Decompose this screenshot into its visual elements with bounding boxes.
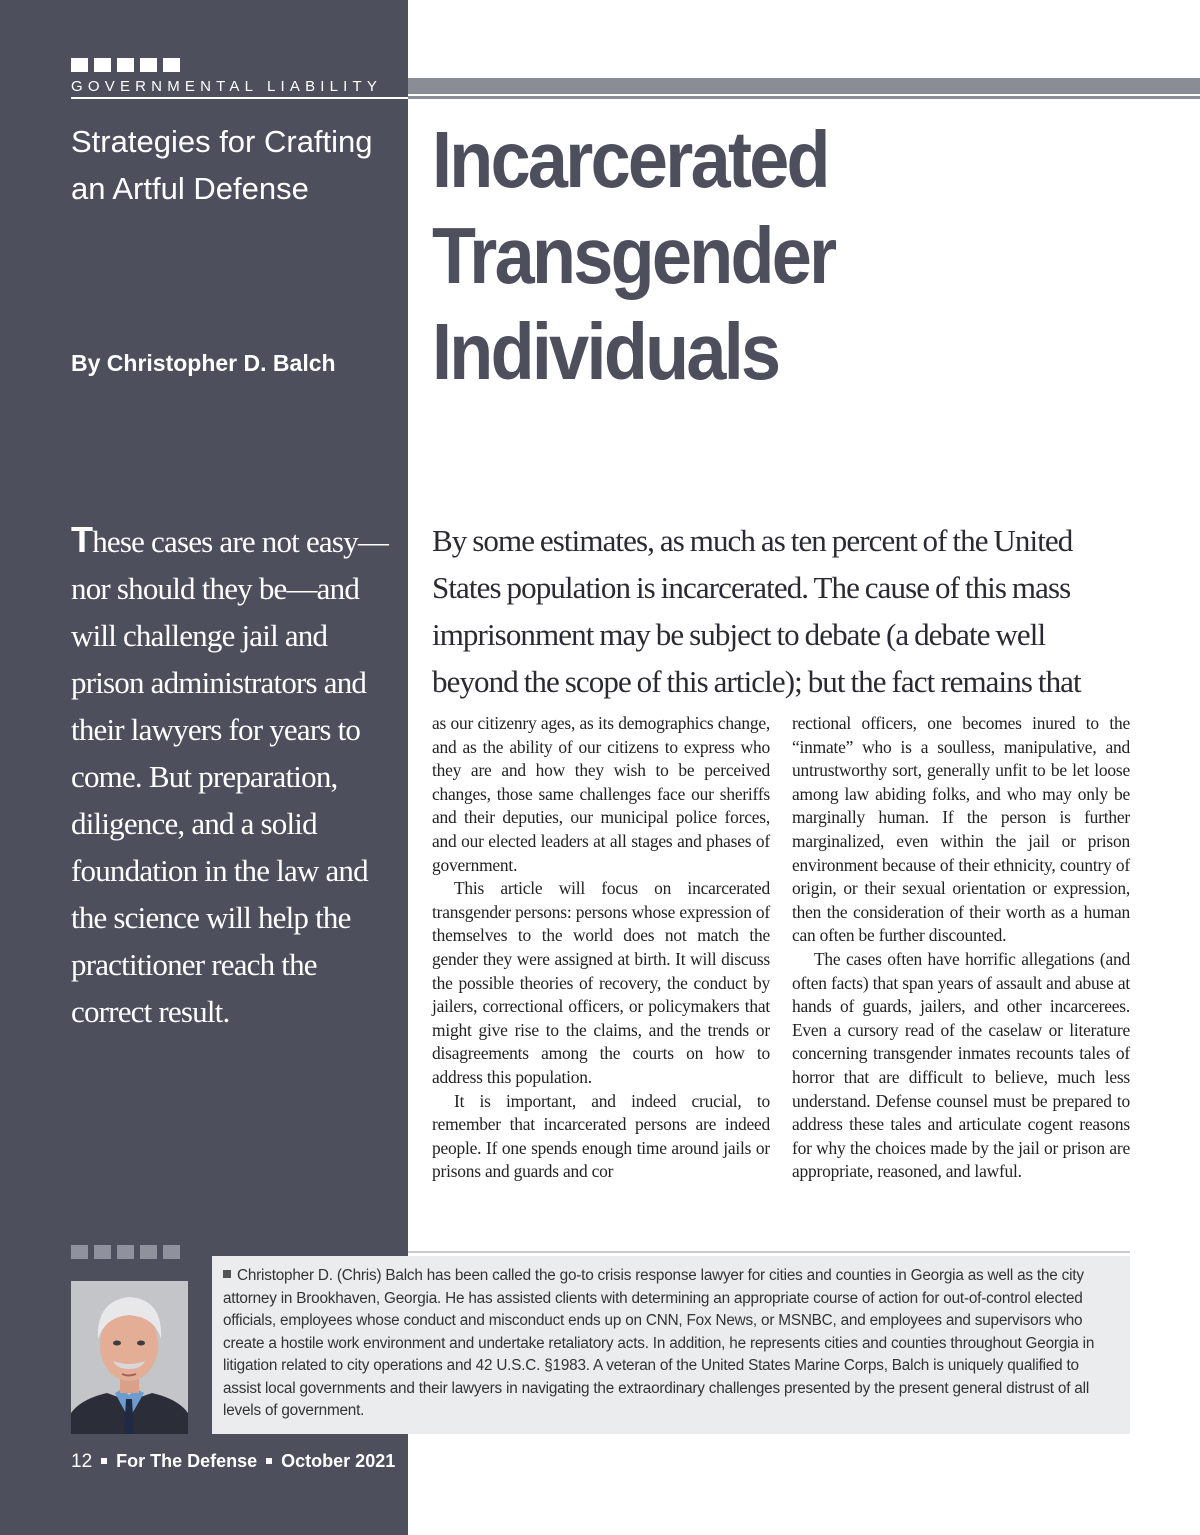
drop-cap: T <box>71 519 93 560</box>
marker-square <box>163 1245 180 1259</box>
marker-square <box>117 58 134 72</box>
author-photo <box>71 1281 188 1434</box>
bullet-square-icon <box>223 1270 231 1278</box>
marker-square <box>71 1245 88 1259</box>
bio-marker-squares <box>71 1245 180 1259</box>
body-column-left <box>432 712 770 1184</box>
article-title: Incarcerated Transgender Individuals <box>432 115 835 396</box>
marker-square <box>140 58 157 72</box>
lede-paragraph: By some estimates, as much as ten percent of the United States population is incarcerated. The cause of this mass imprisonment may be subject to debate (a debate well beyond the scope of this article); but the fact remains that <box>432 523 1081 699</box>
body-paragraph: It is important, and indeed crucial, to remember that incarcerated persons are indeed people. If one spends enough time around jails or prisons and guards and cor <box>432 1090 770 1182</box>
header-rule-thin <box>408 96 1200 99</box>
bio-rule <box>408 1251 1130 1253</box>
body-paragraph: rectional officers, one becomes inured to the “inmate” who is a soulless, manipulative, and untrustworthy sort, generally unfit to be let loose among law abiding folks, and who may only be marginally human. If the person is further marginalized, even within the jail or prison environment because of their ethnicity, country of origin, or their sexual orientation or expression, then the consideration of their worth as a human can often be further discounted. <box>792 713 1130 946</box>
body-paragraph: The cases often have horrific allegations (and often facts) that span years of assault and abuse at hands of guards, jailers, and other incarcerees. Even a cursory read of the caselaw or literature concerning transgender inmates recounts tales of horror that are difficult to believe, much less understand. Defense counsel must be prepared to address these tales and articulate cogent reasons for why the choices made by the jail or prison are appropriate, reasoned, and lawful. <box>792 948 1130 1182</box>
marker-square <box>94 58 111 72</box>
header-rule-thick <box>408 78 1200 94</box>
author-portrait-icon <box>71 1281 188 1434</box>
body-column-right <box>792 712 1130 1184</box>
byline: By Christopher D. Balch <box>71 350 336 376</box>
footer-separator-icon <box>101 1458 107 1464</box>
pull-quote <box>71 516 391 1035</box>
page-footer <box>71 1451 395 1473</box>
section-label: GOVERNMENTAL LIABILITY <box>71 78 383 95</box>
publication-name: For The Defense <box>116 1451 258 1471</box>
marker-square <box>140 1245 157 1259</box>
section-marker-squares <box>71 58 180 72</box>
footer-separator-icon <box>266 1458 272 1464</box>
body-paragraph: This article will focus on incarcerated transgender persons: persons whose expression of themselves to the world does not match the gender they were assigned at birth. It will discuss the possible theories of recovery, the conduct by jailers, correctional officers, or policymakers that might give rise to the claims, and the trends or disagreements among the courts on how to address this population. <box>432 878 770 1087</box>
marker-square <box>71 58 88 72</box>
page-number: 12 <box>71 1451 93 1472</box>
marker-square <box>163 58 180 72</box>
marker-square <box>94 1245 111 1259</box>
article-subtitle: Strategies for Crafting an Artful Defense <box>71 124 373 206</box>
author-bio-text: Christopher D. (Chris) Balch has been called the go-to crisis response lawyer for cities and counties in Georgia as well as the city attorney in Brookhaven, Georgia. He has assisted clients with determining an appropriate course of action for out-of-control elected officials, employees whose conduct and misconduct ends up on CNN, Fox News, or MSNBC, and employees and supervisors who create a hostile work environment and undertake retaliatory acts. In addition, he represents cities and counties throughout Georgia in litigation related to city operations and 42 U.S.C. §1983. A veteran of the United States Marine Corps, Balch is uniquely qualified to assist local governments and their lawyers in navigating the extraordinary challenges presented by the present general distrust of all levels of government. <box>223 1267 1095 1419</box>
section-rule <box>71 97 408 99</box>
author-bio <box>223 1265 1118 1423</box>
marker-square <box>117 1245 134 1259</box>
pull-quote-text: hese cases are not easy—nor should they be—and will challenge jail and prison administrators and their lawyers for years to come. But preparation, diligence, and a solid foundation in the law and the science will help the practitioner reach the correct result. <box>71 524 389 1029</box>
body-paragraph: as our citizenry ages, as its demographics change, and as the ability of our citizens to express who they are and how they wish to be perceived changes, those same challenges face our sheriffs and their deputies, our municipal police forces, and our elected leaders at all stages and phases of government. <box>432 713 770 875</box>
issue-date: October 2021 <box>281 1451 396 1471</box>
